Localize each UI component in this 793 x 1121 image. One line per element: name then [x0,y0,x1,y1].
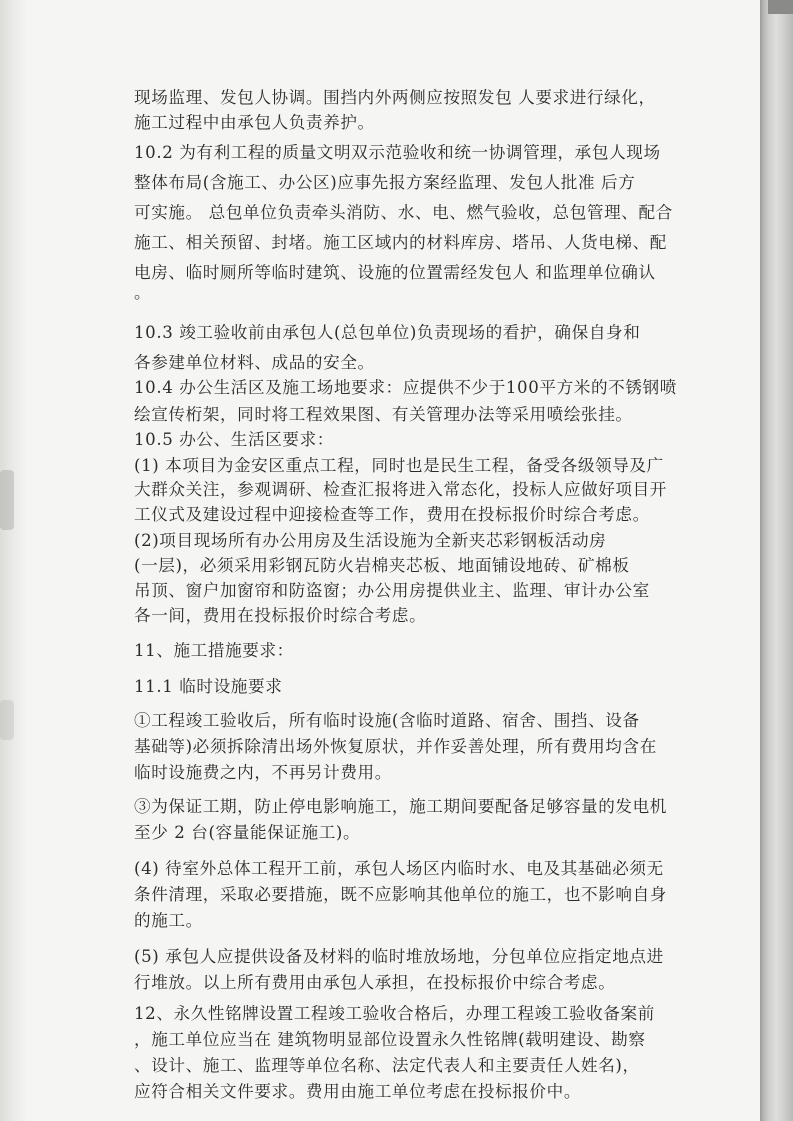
document-body [134,88,724,1102]
text-line: 整体布局(含施工、办公区)应事先报方案经监理、发包人批准 后方 [134,173,636,192]
text-line: 施工、相关预留、封堵。施工区域内的材料库房、塔吊、人货电梯、配 [134,233,668,252]
text-line: 基础等)必须拆除清出场外恢复原状，并作妥善处理，所有费用均含在 [134,737,657,756]
text-line: 10.5 办公、生活区要求： [134,430,334,449]
text-line: (5) 承包人应提供设备及材料的临时堆放场地，分包单位应指定地点进 [134,947,664,966]
text-line: 10.2 为有利工程的质量文明双示范验收和统一协调管理，承包人现场 [134,143,661,162]
text-line: 吊顶、窗户加窗帘和防盗窗；办公用房提供业主、监理、审计办公室 [134,581,650,600]
text-line: 行堆放。以上所有费用由承包人承担，在投标报价中综合考虑。 [134,973,616,992]
text-line: (2)项目现场所有办公用房及生活设施为全新夹芯彩钢板活动房 [134,531,607,550]
text-line: 至少 2 台(容量能保证施工)。 [134,823,361,842]
text-line: 工仪式及建设过程中迎接检查等工作，费用在投标报价时综合考虑。 [134,505,650,524]
text-line: 12、永久性铭牌设置工程竣工验收合格后，办理工程竣工验收备案前 [134,1004,655,1023]
text-line: 。 [134,283,152,302]
text-line: 各参建单位材料、成品的安全。 [134,353,375,372]
text-line: ③为保证工期，防止停电影响施工，施工期间要配备足够容量的发电机 [134,797,668,816]
text-line: 10.3 竣工验收前由承包人(总包单位)负责现场的看护，确保自身和 [134,323,641,342]
text-line: 施工过程中由承包人负责养护。 [134,113,375,132]
scan-smudge [0,700,14,740]
text-line: 11.1 临时设施要求 [134,677,283,696]
text-line: (1) 本项目为金安区重点工程，同时也是民生工程，备受各级领导及广 [134,456,664,475]
text-line: ，施工单位应当在 建筑物明显部位设置永久性铭牌(载明建设、勘察 [134,1030,646,1049]
text-line: 现场监理、发包人协调。围挡内外两侧应按照发包 人要求进行绿化， [134,88,656,107]
book-binding-edge [760,0,793,1121]
text-line: 临时设施费之内，不再另计费用。 [134,763,392,782]
text-line: 大群众关注，参观调研、检查汇报将进入常态化，投标人应做好项目开 [134,480,668,499]
text-line: 应符合相关文件要求。费用由施工单位考虑在投标报价中。 [134,1082,582,1101]
text-line: 11、施工措施要求： [134,641,294,660]
text-line: (4) 待室外总体工程开工前，承包人场区内临时水、电及其基础必须无 [134,859,664,878]
text-line: 电房、临时厕所等临时建筑、设施的位置需经发包人 和监理单位确认 [134,263,656,282]
scan-shadow-left [0,0,28,1121]
binding-corner [768,0,793,14]
text-line: (一层)，必须采用彩钢瓦防火岩棉夹芯板、地面铺设地砖、矿棉板 [134,556,630,575]
text-line: 的施工。 [134,911,203,930]
text-line: 10.4 办公生活区及施工场地要求：应提供不少于100平方米的不锈钢喷 [134,378,677,397]
text-line: 、设计、施工、监理等单位名称、法定代表人和主要责任人姓名)， [134,1056,640,1075]
text-line: 可实施。 总包单位负责牵头消防、水、电、燃气验收，总包管理、配合 [134,203,673,222]
scan-smudge [0,470,14,530]
text-line: 条件清理，采取必要措施，既不应影响其他单位的施工，也不影响自身 [134,885,668,904]
text-line: 绘宣传桁架，同时将工程效果图、有关管理办法等采用喷绘张挂。 [134,405,633,424]
text-line: ①工程竣工验收后，所有临时设施(含临时道路、宿舍、围挡、设备 [134,711,640,730]
text-line: 各一间，费用在投标报价时综合考虑。 [134,606,427,625]
